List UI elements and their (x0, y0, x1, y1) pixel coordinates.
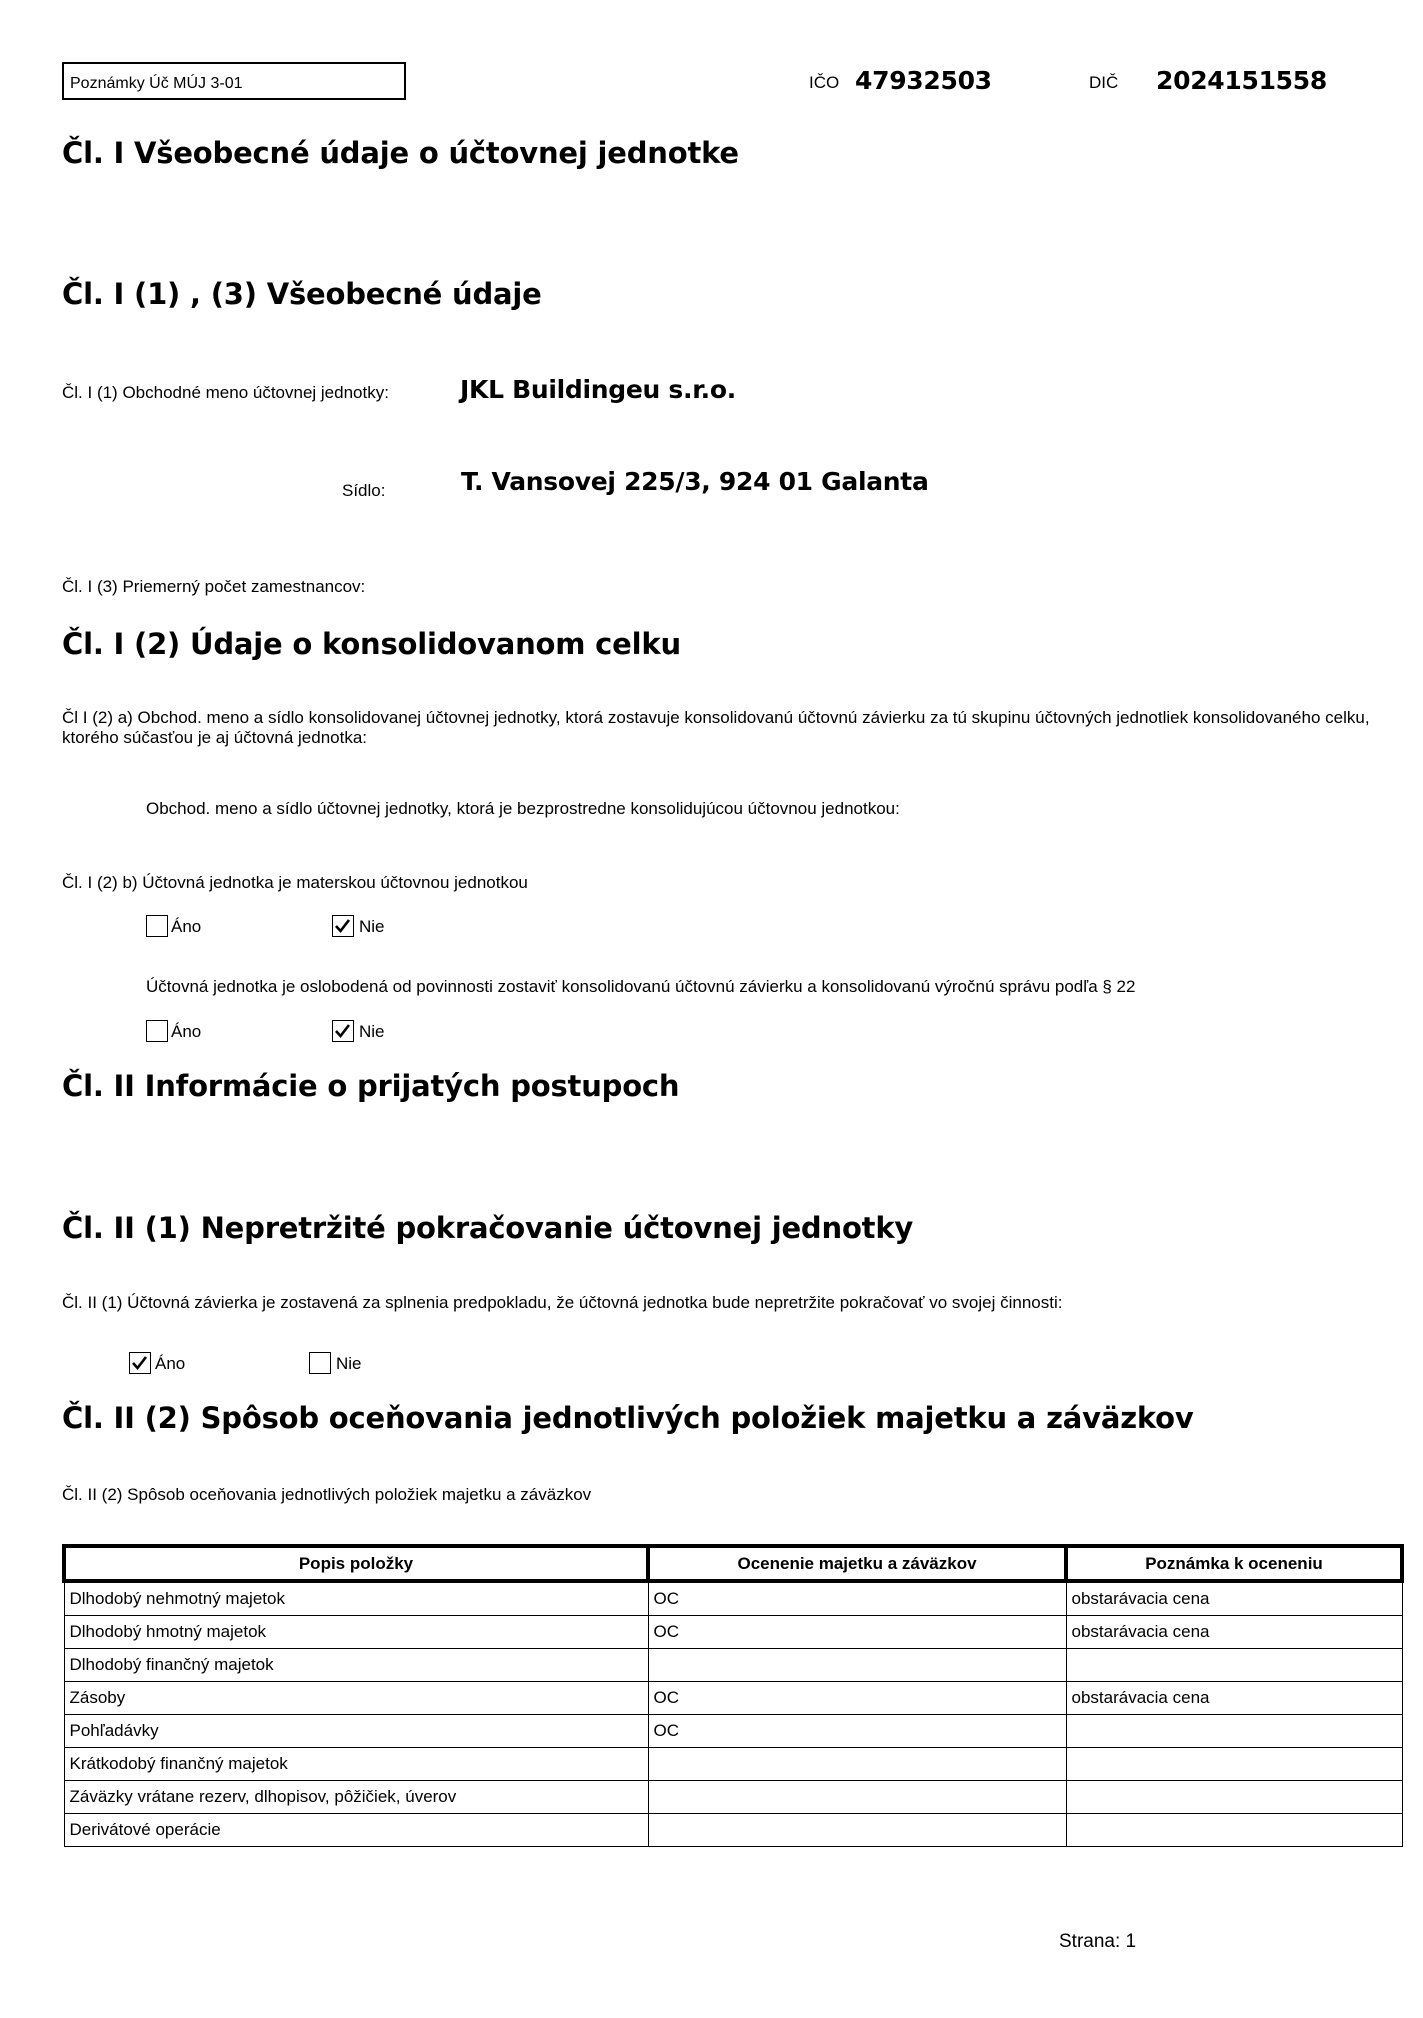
column-header-note: Poznámka k oceneniu (1066, 1546, 1402, 1581)
form-code: Poznámky Úč MÚJ 3-01 (70, 75, 243, 92)
row-note (1066, 1814, 1402, 1847)
valuation-intro: Čl. II (2) Spôsob oceňovania jednotlivých položiek majetku a záväzkov (62, 1485, 592, 1504)
row-note (1066, 1649, 1402, 1682)
company-name-value: JKL Buildingeu s.r.o. (460, 375, 736, 404)
dic-label: DIČ (1089, 73, 1119, 92)
table-row (64, 1649, 1402, 1682)
table-row (64, 1616, 1402, 1649)
checkmark-icon (334, 917, 351, 934)
row-description: Dlhodobý finančný majetok (64, 1649, 648, 1682)
going-concern-text: Čl. II (1) Účtovná závierka je zostavená za splnenia predpokladu, že účtovná jednotka bude nepretržite pokračovať vo svojej činnosti: (62, 1293, 1063, 1312)
seat-value: T. Vansovej 225/3, 924 01 Galanta (461, 467, 929, 496)
seat-label: Sídlo: (342, 481, 386, 500)
table-row (64, 1814, 1402, 1847)
row-description: Dlhodobý hmotný majetok (64, 1616, 648, 1649)
exempt-yes-label: Áno (171, 1022, 202, 1041)
row-note: obstarávacia cena (1066, 1682, 1402, 1715)
row-valuation (648, 1781, 1066, 1814)
checkmark-icon (131, 1354, 148, 1371)
form-code-box (62, 62, 406, 100)
section-1-13-title: Čl. I (1) , (3) Všeobecné údaje (62, 277, 542, 311)
row-valuation (648, 1748, 1066, 1781)
row-description: Derivátové operácie (64, 1814, 648, 1847)
exempt-no-checkbox[interactable] (332, 1020, 354, 1042)
column-header-valuation: Ocenenie majetku a záväzkov (648, 1546, 1066, 1581)
row-description: Zásoby (64, 1682, 648, 1715)
valuation-table (62, 1544, 1404, 1847)
checkmark-icon (334, 1022, 351, 1039)
going-concern-no-label: Nie (336, 1354, 362, 1373)
row-valuation: OC (648, 1616, 1066, 1649)
going-concern-no-checkbox[interactable] (309, 1352, 331, 1374)
row-note: obstarávacia cena (1066, 1581, 1402, 1616)
immediate-parent-text: Obchod. meno a sídlo účtovnej jednotky, ktorá je bezprostredne konsolidujúcou účtovnou jednotkou: (146, 799, 900, 818)
consolidated-text: Čl I (2) a) Obchod. meno a sídlo konsolidovanej účtovnej jednotky, ktorá zostavuje konsolidovanú účtovnú závierku za tú skupinu účtovných jednotliek konsolidovaného celku, ktorého súčasťou je aj účtovná jednotka: (62, 708, 1370, 747)
section-2-1-title: Čl. II (1) Nepretržité pokračovanie účtovnej jednotky (62, 1211, 914, 1245)
page-number: Strana: 1 (1059, 1931, 1137, 1952)
exempt-question: Účtovná jednotka je oslobodená od povinnosti zostaviť konsolidovanú účtovnú závierku a konsolidovanú výročnú správu podľa § 22 (146, 977, 1136, 996)
parent-no-label: Nie (359, 917, 385, 936)
row-note (1066, 1781, 1402, 1814)
parent-question: Čl. I (2) b) Účtovná jednotka je materskou účtovnou jednotkou (62, 873, 528, 892)
parent-yes-checkbox[interactable] (146, 915, 168, 937)
row-valuation: OC (648, 1581, 1066, 1616)
row-description: Krátkodobý finančný majetok (64, 1748, 648, 1781)
row-valuation: OC (648, 1682, 1066, 1715)
exempt-yes-checkbox[interactable] (146, 1020, 168, 1042)
row-description: Pohľadávky (64, 1715, 648, 1748)
going-concern-yes-checkbox[interactable] (129, 1352, 151, 1374)
table-row (64, 1781, 1402, 1814)
row-valuation: OC (648, 1715, 1066, 1748)
table-row (64, 1581, 1402, 1616)
row-note (1066, 1748, 1402, 1781)
company-name-label: Čl. I (1) Obchodné meno účtovnej jednotky: (62, 383, 389, 402)
row-valuation (648, 1814, 1066, 1847)
section-2-title: Čl. II Informácie o prijatých postupoch (62, 1069, 680, 1103)
section-1-2-title: Čl. I (2) Údaje o konsolidovanom celku (62, 627, 681, 661)
ico-value: 47932503 (855, 66, 992, 95)
row-note: obstarávacia cena (1066, 1616, 1402, 1649)
row-description: Dlhodobý nehmotný majetok (64, 1581, 648, 1616)
parent-no-checkbox[interactable] (332, 915, 354, 937)
table-row (64, 1682, 1402, 1715)
table-header-row (64, 1546, 1402, 1581)
ico-label: IČO (809, 73, 840, 92)
section-1-title: Čl. I Všeobecné údaje o účtovnej jednotke (62, 136, 739, 170)
column-header-description: Popis položky (64, 1546, 648, 1581)
table-row (64, 1715, 1402, 1748)
exempt-no-label: Nie (359, 1022, 385, 1041)
row-description: Záväzky vrátane rezerv, dlhopisov, pôžičiek, úverov (64, 1781, 648, 1814)
employees-label: Čl. I (3) Priemerný počet zamestnancov: (62, 577, 366, 596)
row-valuation (648, 1649, 1066, 1682)
parent-yes-label: Áno (171, 917, 202, 936)
going-concern-yes-label: Áno (155, 1354, 186, 1373)
row-note (1066, 1715, 1402, 1748)
section-2-2-title: Čl. II (2) Spôsob oceňovania jednotlivých položiek majetku a záväzkov (62, 1401, 1194, 1435)
table-row (64, 1748, 1402, 1781)
dic-value: 2024151558 (1156, 66, 1327, 95)
